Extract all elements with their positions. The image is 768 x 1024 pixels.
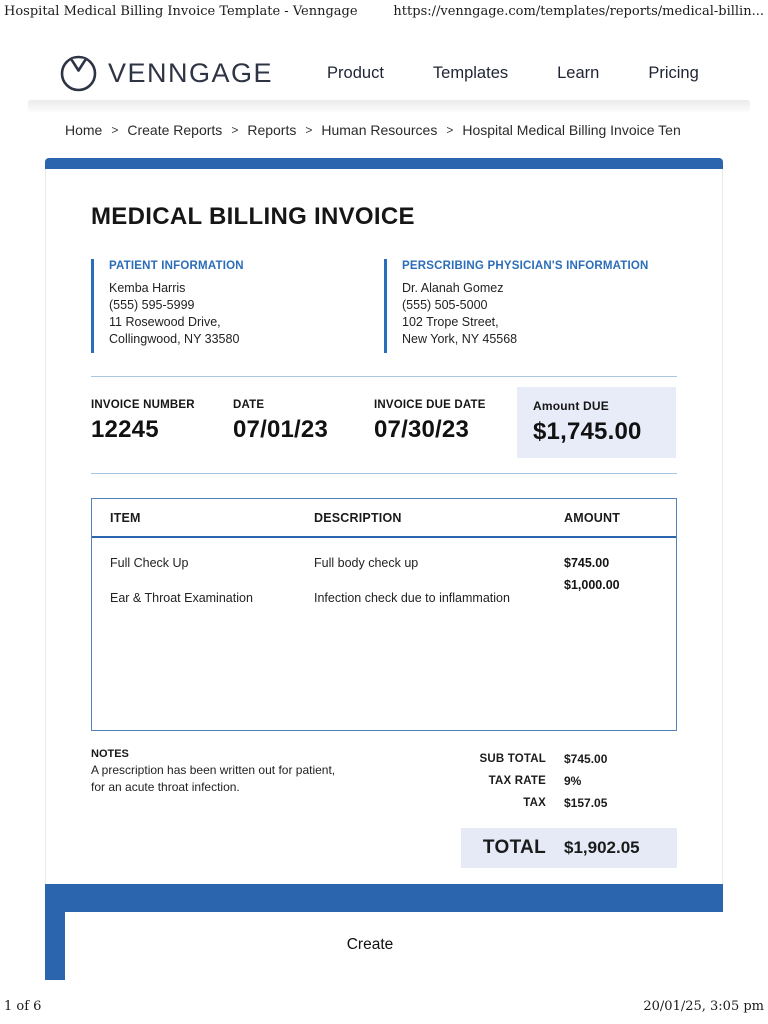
invoice-date-value: 07/01/23 [233, 416, 329, 443]
breadcrumb [65, 121, 768, 139]
invoice-due-date-value: 07/30/23 [374, 416, 470, 443]
grand-total-label: TOTAL [482, 837, 546, 858]
patient-information-heading: PATIENT INFORMATION [109, 260, 244, 272]
header-shadow-divider [28, 100, 750, 112]
tax-rate-label: TAX RATE [488, 775, 546, 787]
chevron-separator-icon: > [305, 123, 313, 137]
tax-rate-row [431, 770, 677, 792]
invoice-template-preview [45, 158, 723, 912]
invoice-due-date-label: INVOICE DUE DATE [374, 399, 486, 411]
tax-value: $157.05 [564, 796, 608, 810]
column-header-item: ITEM [110, 510, 141, 525]
patient-information-block [91, 259, 384, 353]
invoice-bottom-bar [45, 884, 723, 912]
tax-label: TAX [523, 797, 546, 809]
chevron-separator-icon: > [111, 123, 119, 137]
invoice-page-1 [45, 169, 723, 884]
nav-items [327, 64, 699, 83]
create-row [65, 936, 675, 954]
chevron-separator-icon: > [231, 123, 239, 137]
grand-total-box [461, 828, 677, 868]
item-amount: $745.00 [564, 556, 610, 570]
totals-block [431, 748, 677, 814]
breadcrumb-current-page: Hospital Medical Billing Invoice Ten [462, 122, 681, 138]
subtotal-row [431, 748, 677, 770]
column-header-amount: AMOUNT [564, 510, 621, 525]
chevron-separator-icon: > [446, 123, 454, 137]
grand-total-value: $1,902.05 [564, 838, 640, 857]
print-header [4, 4, 764, 19]
print-footer-datetime: 20/01/25, 3:05 pm [643, 999, 764, 1014]
item-description: Infection check due to inflammation [314, 591, 510, 605]
table-row [110, 556, 676, 570]
notes-line: A prescription has been written out for patient, [91, 763, 336, 777]
table-row [110, 578, 676, 605]
breadcrumb-create-reports[interactable]: Create Reports [127, 122, 223, 138]
invoice-date-field [233, 387, 374, 459]
nav-item-learn[interactable]: Learn [557, 63, 600, 82]
physician-phone: (555) 505-5000 [402, 298, 488, 312]
invoice-parties [91, 259, 677, 353]
print-header-url: https://venngage.com/templates/reports/medical-billin... [393, 4, 764, 19]
item-description: Full body check up [314, 556, 419, 570]
notes-heading: NOTES [91, 748, 129, 760]
item-name: Full Check Up [110, 556, 189, 570]
invoice-number-label: INVOICE NUMBER [91, 399, 195, 411]
tax-rate-value: 9% [564, 774, 582, 788]
items-table-header [92, 499, 676, 538]
amount-due-box [517, 387, 676, 458]
nav-item-templates[interactable]: Templates [432, 63, 509, 82]
invoice-number-value: 12245 [91, 416, 159, 443]
physician-address-line2: New York, NY 45568 [402, 332, 518, 346]
physician-information-block [384, 259, 677, 353]
print-footer [4, 999, 764, 1014]
patient-address-line2: Collingwood, NY 33580 [109, 332, 240, 346]
brand-name: VENNGAGE [108, 57, 274, 88]
item-amount: $1,000.00 [564, 578, 620, 592]
patient-name: Kemba Harris [109, 281, 186, 295]
item-name: Ear & Throat Examination [110, 591, 253, 605]
notes-and-totals [91, 748, 677, 814]
nav-item-product[interactable]: Product [327, 63, 384, 82]
amount-due-value: $1,745.00 [533, 418, 642, 445]
invoice-date-label: DATE [233, 399, 265, 411]
invoice-number-field [91, 387, 233, 459]
subtotal-label: SUB TOTAL [479, 753, 546, 765]
physician-information-heading: PERSCRIBING PHYSICIAN'S INFORMATION [402, 260, 649, 272]
physician-name: Dr. Alanah Gomez [402, 281, 504, 295]
invoice-due-date-field [374, 387, 517, 459]
amount-due-label: Amount DUE [533, 399, 609, 413]
physician-address-line1: 102 Trope Street, [402, 315, 499, 329]
notes-block [91, 748, 391, 814]
breadcrumb-reports[interactable]: Reports [247, 122, 297, 138]
patient-address-line1: 11 Rosewood Drive, [109, 315, 221, 329]
print-footer-page-number: 1 of 6 [4, 999, 42, 1014]
breadcrumb-home[interactable]: Home [65, 122, 103, 138]
patient-phone: (555) 595-5999 [109, 298, 195, 312]
site-nav [60, 52, 728, 94]
items-table-body [92, 538, 676, 605]
invoice-meta-row [91, 387, 677, 459]
column-header-description: DESCRIPTION [314, 510, 402, 525]
invoice-title: MEDICAL BILLING INVOICE [91, 203, 415, 230]
invoice-page-2-left-border [45, 912, 65, 980]
invoice-items-table [91, 498, 677, 731]
breadcrumb-human-resources[interactable]: Human Resources [321, 122, 438, 138]
subtotal-value: $745.00 [564, 752, 608, 766]
section-divider [91, 473, 677, 474]
tax-row [431, 792, 677, 814]
print-header-title: Hospital Medical Billing Invoice Template - Venngage [4, 4, 358, 19]
notes-line: for an acute throat infection. [91, 780, 240, 794]
section-divider [91, 376, 677, 377]
venngage-logo-icon [60, 55, 97, 92]
invoice-top-bar [45, 158, 723, 169]
nav-item-pricing[interactable]: Pricing [648, 63, 699, 82]
venngage-logo[interactable] [60, 55, 273, 92]
create-button[interactable]: Create [346, 936, 394, 953]
